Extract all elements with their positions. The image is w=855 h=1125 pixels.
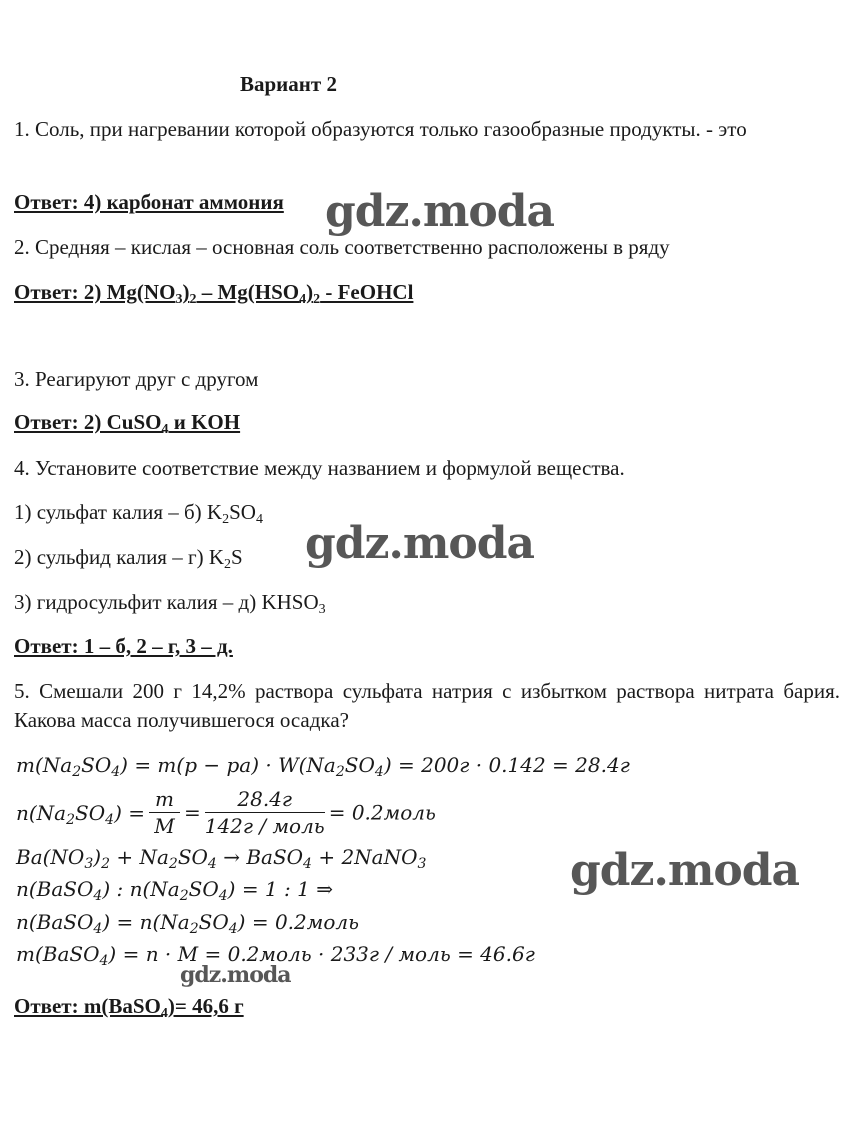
- question-4-item-1: 1) сульфат калия – б) $K_2SO_4$: [14, 500, 263, 527]
- question-3-text: 3. Реагируют друг с другом: [14, 367, 259, 391]
- question-5-text: 5. Смешали 200 г 14,2% раствора сульфата натрия с избытком раствора нитрата бария. Какова масса получившегося осадка?: [14, 679, 840, 732]
- question-3-answer: Ответ: 2) CuSO$_4$ и KOH: [14, 410, 241, 437]
- page-title: Вариант 2: [240, 72, 337, 96]
- fraction-values: $\frac{28.4г}{\text{142г / моль}}$: [204, 787, 325, 838]
- question-2-text: 2. Средняя – кислая – основная соль соответственно расположены в ряду: [14, 235, 670, 259]
- watermark-logo: gdz.moda: [570, 845, 800, 896]
- watermark-logo: gdz.moda: [180, 962, 291, 988]
- question-4-item-3: 3) гидросульфит калия – д) $KHSO_3$: [14, 590, 326, 617]
- equation-mole-ratio: n(BaSO$_4$) : $n(Na_2SO_4) = 1$ : 1 ⇒: [16, 877, 333, 904]
- question-2-answer: Ответ: 2) $Mg(NO_3)_2 - Mg(HSO_4)_2$ - FeOHCl: [14, 280, 414, 307]
- question-5-answer: Ответ: m(BaSO$_4$)= 46,6 г: [14, 994, 244, 1021]
- question-1-answer: Ответ: 4) карбонат аммония: [14, 190, 284, 214]
- equation-moles-baso4: n(BaSO$_4$) = $n(Na_2SO_4)$ = 0.2моль: [16, 910, 359, 937]
- question-4-text: 4. Установите соответствие между названием и формулой вещества.: [14, 456, 625, 480]
- question-1-text: 1. Соль, при нагревании которой образуются только газообразные продукты. - это: [14, 117, 747, 141]
- fraction-m-over-M: $\frac{m}{M}$: [149, 786, 180, 839]
- equation-moles-na2so4: $n(Na_2SO_4)$ = $\frac{m}{M}$ = $\frac{28.4г}{\text{142г / моль}}$ = 0.2моль: [16, 787, 436, 838]
- watermark-logo: gdz.moda: [305, 518, 535, 569]
- question-4-item-2: 2) сульфид калия – г) $K_2S$: [14, 545, 243, 572]
- equation-mass-na2so4: $m(Na_2SO_4) = m(p - pa) \cdot W(Na_2SO_4) = 200г \cdot 0.142 = 28.4г$: [16, 753, 630, 780]
- question-4-answer: Ответ: 1 – б, 2 – г, 3 – д.: [14, 634, 233, 658]
- reaction-equation: $Ba(NO_3)_2 + Na_2SO_4$ → BaSO$_4$ + 2NaNO$_3$: [16, 845, 427, 872]
- equation-mass-baso4: m(BaSO$_4$) = n · M = 0.2моль · 233г / моль = 46.6г: [16, 942, 535, 969]
- watermark-logo: gdz.moda: [325, 186, 555, 237]
